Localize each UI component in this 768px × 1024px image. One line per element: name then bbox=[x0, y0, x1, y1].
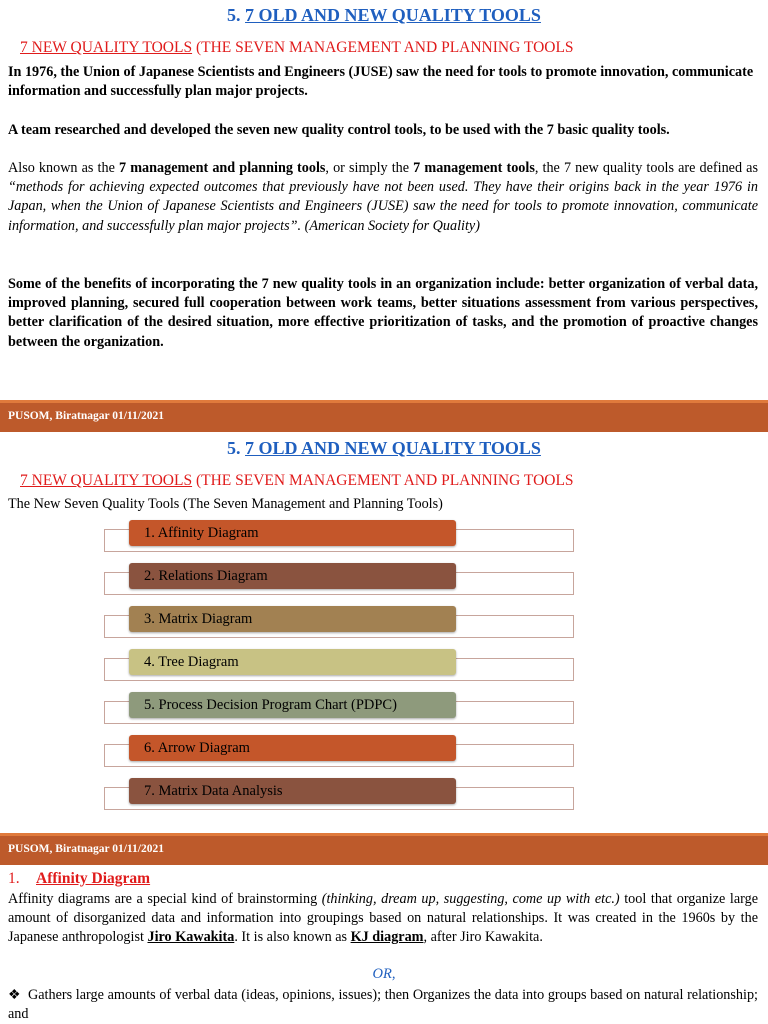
paragraph-team: A team researched and developed the seven new quality control tools, to be used with the 7 basic quality tools. bbox=[8, 122, 670, 138]
tool-row bbox=[104, 649, 574, 671]
slide-1 bbox=[0, 0, 768, 432]
footer-text: PUSOM, Biratnagar 01/11/2021 bbox=[8, 843, 164, 855]
tool-bar bbox=[129, 563, 456, 589]
tool-label: 1. Affinity Diagram bbox=[144, 525, 259, 541]
tool-label: 6. Arrow Diagram bbox=[144, 740, 250, 756]
title-number: 5. bbox=[227, 5, 241, 25]
bullet-diamond-icon: ❖ bbox=[8, 987, 21, 1003]
tool-bar bbox=[129, 606, 456, 632]
slide-2-title: 5. 7 OLD AND NEW QUALITY TOOLS bbox=[227, 438, 541, 458]
tool-row bbox=[104, 563, 574, 585]
slide-2-intro: The New Seven Quality Tools (The Seven Management and Planning Tools) bbox=[8, 496, 443, 512]
slide-2-footer bbox=[0, 833, 768, 865]
slide-1-footer bbox=[0, 400, 768, 432]
slide-1-title bbox=[0, 5, 768, 26]
tool-label: 5. Process Decision Program Chart (PDPC) bbox=[144, 697, 397, 713]
paragraph-benefits: Some of the benefits of incorporating the 7 new quality tools in an organization include: better organization of verbal data, improved planning, secured full cooperation between work teams, better situations assessment from various perspectives, better clarification of the desired situation, more effective prioritization of tasks, and the promotion of proactive changes between the organization. bbox=[8, 276, 758, 350]
tool-bar bbox=[129, 520, 456, 546]
title-text: 7 OLD AND NEW QUALITY TOOLS bbox=[245, 5, 541, 25]
tool-row bbox=[104, 735, 574, 757]
tool-bar bbox=[129, 735, 456, 761]
tool-row bbox=[104, 606, 574, 628]
tool-row bbox=[104, 778, 574, 800]
paragraph-juse: In 1976, the Union of Japanese Scientists and Engineers (JUSE) saw the need for tools to promote innovation, communicate information and successfully plan major projects. bbox=[8, 64, 754, 100]
slide-2 bbox=[0, 432, 768, 855]
tool-label: 7. Matrix Data Analysis bbox=[144, 783, 283, 799]
tool-row bbox=[104, 520, 574, 542]
affinity-paragraph: Affinity diagrams are a special kind of brainstorming (thinking, dream up, suggesting, come up with etc.) tool that organize large amount of disorganized data and information into groupings based on natural relationships. It was created in the 1960s by the Japanese anthropologist Jiro Kawakita. It is also known as KJ diagram, after Jiro Kawakita. bbox=[8, 891, 759, 946]
tool-label: 2. Relations Diagram bbox=[144, 568, 268, 584]
paragraph-also-known: Also known as the 7 management and planning tools, or simply the 7 management tools, the 7 new quality tools are defined as “methods for achieving expected outcomes that previously have not been used. They have their origins back in the year 1976 in Japan, when the Union of Japanese Scientists and Engineers (JUSE) saw the need for tools to promote innovation, communicate information, and successfully plan major projects”. (American Society for Quality) bbox=[8, 160, 758, 234]
slide-1-subtitle bbox=[20, 39, 574, 57]
slide-3 bbox=[0, 865, 768, 1024]
tool-label: 3. Matrix Diagram bbox=[144, 611, 253, 627]
bullet-item: ❖ Gathers large amounts of verbal data (ideas, opinions, issues); then Organizes the data into groups based on natural relationship; and bbox=[8, 987, 758, 1022]
subtitle-underlined: 7 NEW QUALITY TOOLS bbox=[20, 39, 193, 56]
affinity-heading: 1. Affinity Diagram bbox=[8, 870, 151, 887]
subtitle-rest: (THE SEVEN MANAGEMENT AND PLANNING TOOLS bbox=[195, 39, 574, 56]
name-jiro-kawakita: Jiro Kawakita bbox=[147, 929, 235, 946]
tool-bar bbox=[129, 778, 456, 804]
tool-bar bbox=[129, 692, 456, 718]
or-label: OR, bbox=[372, 966, 396, 982]
slide-2-subtitle: 7 NEW QUALITY TOOLS (THE SEVEN MANAGEMENT AND PLANNING TOOLS bbox=[20, 472, 574, 489]
tool-label: 4. Tree Diagram bbox=[144, 654, 239, 670]
tool-bar bbox=[129, 649, 456, 675]
tool-row bbox=[104, 692, 574, 714]
term-kj-diagram: KJ diagram bbox=[350, 929, 424, 946]
footer-text: PUSOM, Biratnagar 01/11/2021 bbox=[8, 410, 164, 422]
